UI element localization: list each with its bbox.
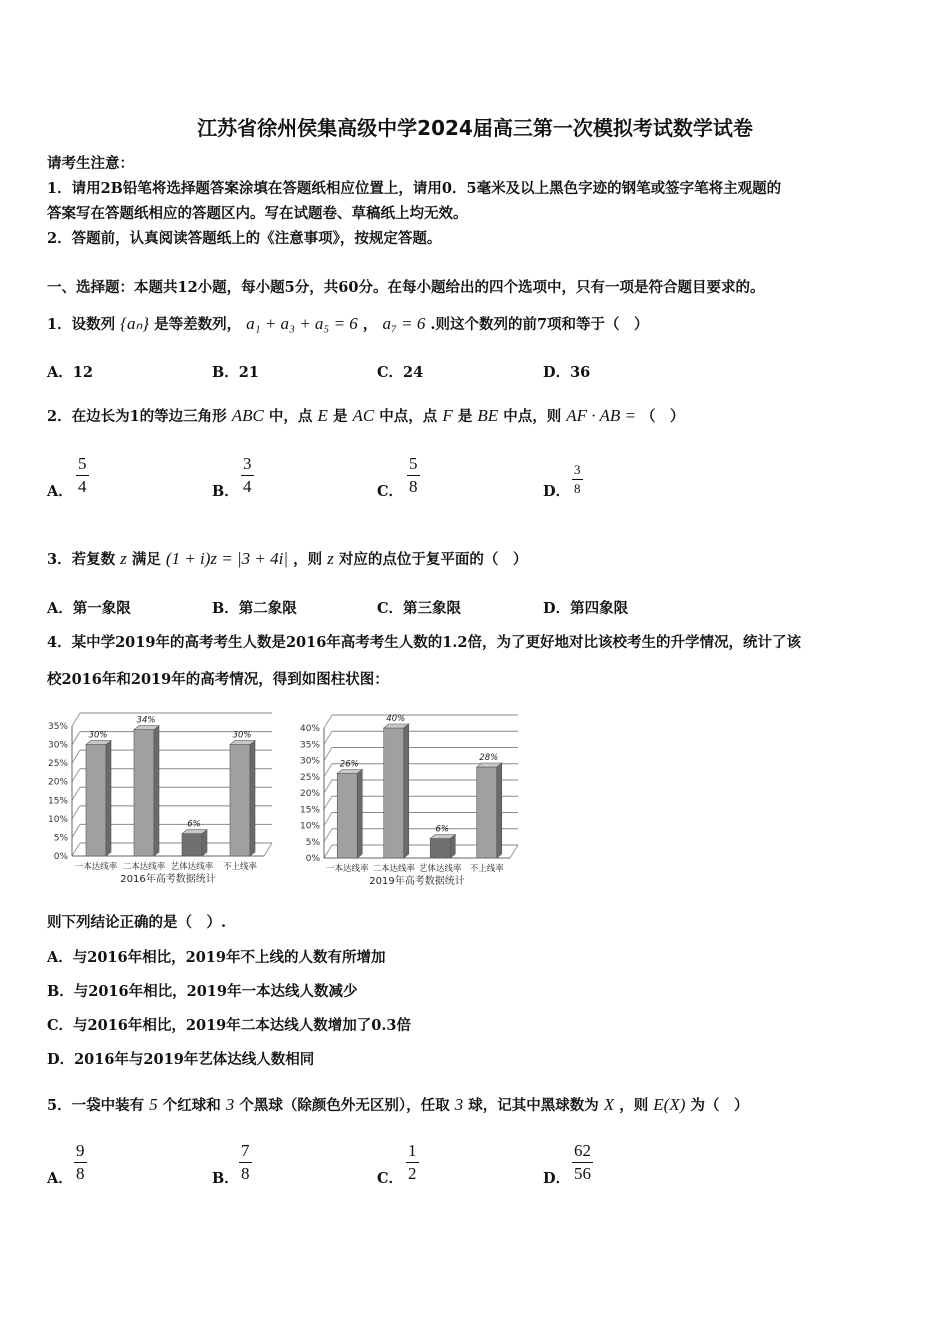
q2-option-d-fraction[interactable]	[572, 462, 583, 497]
y-tick-label: 10%	[299, 821, 320, 832]
bar	[430, 839, 450, 859]
q5-math-red-count: 5	[149, 1095, 158, 1114]
x-tick-label: 艺体达线率	[418, 864, 462, 874]
q1-math-sequence: {aₙ}	[120, 314, 150, 333]
q2-text: 2．在边长为1的等边三角形	[47, 408, 227, 425]
denominator: 8	[76, 1164, 85, 1183]
notice-line-1a: 1．请用2B铅笔将选择题答案涂填在答题纸相应位置上，请用0．5毫米及以上黑色字迹的钢笔或签字笔将主观题的	[47, 180, 782, 197]
y-tick-label: 30%	[299, 756, 320, 767]
q5-math-x: X	[603, 1095, 615, 1114]
q3-math-z: z	[120, 549, 127, 568]
q2-math-be: BE	[477, 406, 499, 425]
denominator: 2	[408, 1164, 417, 1183]
q3-option-b[interactable]: B．第二象限	[212, 600, 297, 617]
y-tick-label: 40%	[299, 724, 320, 734]
q5-option-b-label[interactable]: B．	[212, 1170, 239, 1187]
grid-depth-line	[72, 732, 80, 745]
q2-option-a-fraction[interactable]	[76, 454, 89, 497]
q5-text: 个红球和	[162, 1097, 221, 1114]
numerator: 62	[574, 1141, 591, 1160]
q4-option-d[interactable]: D．2016年与2019年艺体达线人数相同	[47, 1051, 315, 1068]
q3-option-d[interactable]: D．第四象限	[543, 600, 629, 617]
page-title: 江苏省徐州侯集高级中学2024届高三第一次模拟考试数学试卷	[197, 116, 753, 140]
data-label: 30%	[88, 730, 108, 741]
q2-option-c-label[interactable]: C．	[377, 483, 404, 500]
y-tick-label: 20%	[47, 777, 68, 788]
q1-math-sum: a₁ + a₃ + a₅ = 6	[246, 314, 358, 333]
q4-option-c[interactable]: C．与2016年相比，2019年二本达线人数增加了0.3倍	[47, 1017, 411, 1034]
q5-text: 球，记其中黑球数为	[468, 1097, 599, 1114]
question-3	[47, 548, 527, 569]
q5-text: 个黑球（除颜色外无区别），任取	[239, 1097, 450, 1114]
q2-math-abc: ABC	[231, 406, 264, 425]
q5-option-d-fraction[interactable]	[572, 1141, 593, 1184]
notice-line-2: 2．答题前，认真阅读答题纸上的《注意事项》，按规定答题。	[47, 230, 442, 247]
chart-title: 2019年高考数据统计	[369, 876, 465, 887]
numerator: 5	[409, 454, 418, 473]
bar	[86, 745, 106, 856]
q2-math-f: F	[442, 406, 453, 425]
data-label: 28%	[479, 753, 499, 763]
y-tick-label: 5%	[53, 833, 68, 844]
grid-depth-line	[72, 750, 80, 763]
bar	[182, 834, 202, 856]
q3-text: ，则	[293, 551, 323, 568]
q5-math-expectation: E(X)	[653, 1095, 686, 1114]
y-tick-label: 0%	[53, 852, 68, 862]
x-tick-label: 二本达线率	[122, 862, 166, 872]
data-label: 40%	[386, 714, 406, 724]
y-tick-label: 10%	[47, 814, 68, 825]
q4-option-a[interactable]: A．与2016年相比，2019年不上线的人数有所增加	[47, 949, 386, 966]
grid-depth-line	[324, 796, 332, 809]
bar-side	[357, 770, 362, 859]
denominator: 8	[574, 481, 581, 496]
grid-depth-line	[72, 713, 80, 726]
q1-option-d[interactable]: D．36	[543, 364, 591, 381]
grid-depth-line	[72, 824, 80, 837]
x-tick-label: 一本达线率	[325, 864, 369, 874]
data-label: 30%	[232, 730, 252, 741]
q3-text: 3．若复数	[47, 551, 116, 568]
y-tick-label: 25%	[299, 772, 320, 783]
notice-line-1b: 答案写在答题纸相应的答题区内。写在试题卷、草稿纸上均无效。	[47, 205, 468, 222]
numerator: 3	[574, 462, 581, 477]
data-label: 26%	[339, 759, 359, 770]
q1-math-a7: a₇ = 6	[382, 314, 426, 333]
q5-text: 5．一袋中装有	[47, 1097, 145, 1114]
q2-option-b-fraction[interactable]	[241, 454, 254, 497]
q2-text: 中点，点	[379, 408, 438, 425]
bar-side	[250, 741, 255, 856]
y-tick-label: 35%	[47, 722, 68, 732]
q5-option-d-label[interactable]: D．	[543, 1170, 571, 1187]
q5-option-b-fraction[interactable]	[239, 1141, 252, 1184]
y-tick-label: 30%	[47, 740, 68, 751]
q2-text: 中，点	[268, 408, 313, 425]
q5-text: ，则	[619, 1097, 649, 1114]
q1-text: .则这个数列的前7项和等于（ ）	[430, 316, 649, 333]
numerator: 9	[76, 1141, 85, 1160]
y-tick-label: 5%	[305, 837, 320, 848]
question-1	[47, 313, 649, 334]
q1-text: 是等差数列，	[154, 316, 242, 333]
bar	[230, 745, 250, 856]
question-2	[47, 405, 685, 426]
y-tick-label: 35%	[299, 740, 320, 751]
q2-math-e: E	[317, 406, 328, 425]
denominator: 56	[574, 1164, 591, 1183]
q2-text: 是	[457, 408, 473, 425]
grid-depth-line	[324, 764, 332, 777]
bar	[337, 774, 357, 859]
q2-option-c-fraction[interactable]	[407, 454, 420, 497]
grid-depth-line	[72, 806, 80, 819]
q2-math-dot-product: AF · AB =	[566, 406, 636, 425]
bar	[384, 728, 404, 858]
q3-math-equation: (1 + i)z = |3 + 4i|	[165, 549, 289, 568]
y-tick-label: 25%	[47, 759, 68, 770]
q1-option-c[interactable]: C．24	[377, 364, 424, 381]
q3-option-a[interactable]: A．第一象限	[47, 600, 131, 617]
y-tick-label: 15%	[47, 796, 68, 807]
denominator: 8	[409, 477, 418, 496]
q2-text: 中点，则	[503, 408, 562, 425]
grid-depth-line	[324, 731, 332, 744]
denominator: 4	[243, 477, 252, 496]
grid-depth-line	[324, 813, 332, 826]
q3-text: 对应的点位于复平面的（ ）	[338, 551, 528, 568]
q1-text: ，	[362, 316, 378, 333]
denominator: 4	[78, 477, 87, 496]
y-tick-label: 20%	[299, 789, 320, 799]
bar-side	[154, 726, 159, 856]
q5-text: 为（ ）	[690, 1097, 749, 1114]
grid-depth-line	[324, 845, 332, 858]
grid-depth-line	[72, 843, 80, 856]
bar-side	[404, 724, 409, 858]
grid-depth-line	[324, 780, 332, 793]
chart-2019	[296, 700, 526, 892]
bar	[477, 767, 497, 858]
numerator: 3	[243, 454, 252, 473]
q5-math-draw-count: 3	[454, 1095, 464, 1114]
chart-2016	[40, 696, 280, 892]
q3-option-c[interactable]: C．第三象限	[377, 600, 462, 617]
q3-text: 满足	[131, 551, 161, 568]
q5-option-a-fraction[interactable]	[74, 1141, 87, 1184]
section-heading: 一、选择题：本题共12小题，每小题5分，共60分。在每小题给出的四个选项中，只有一项是符合题目要求的。	[47, 279, 765, 296]
numerator: 7	[241, 1141, 250, 1160]
q2-math-ac: AC	[352, 406, 375, 425]
q2-option-a-label[interactable]: A．	[47, 483, 73, 500]
y-tick-label: 0%	[305, 854, 320, 864]
q3-math-z: z	[327, 549, 334, 568]
q1-option-a[interactable]: A．12	[47, 364, 93, 381]
numerator: 5	[78, 454, 87, 473]
notice-heading: 请考生注意：	[47, 155, 134, 172]
x-tick-label: 艺体达线率	[170, 862, 214, 872]
x-tick-label: 二本达线率	[372, 864, 416, 874]
bar-side	[202, 830, 207, 856]
q5-option-a-label[interactable]: A．	[47, 1170, 73, 1187]
denominator: 8	[241, 1164, 250, 1183]
grid-depth-line	[324, 829, 332, 842]
data-label: 6%	[187, 819, 201, 830]
bar-side	[106, 741, 111, 856]
grid-depth-line	[324, 715, 332, 728]
q4-question: 则下列结论正确的是（ ）.	[47, 914, 227, 931]
x-tick-label: 不上线率	[469, 864, 504, 874]
chart-title: 2016年高考数据统计	[120, 874, 216, 885]
bar	[134, 730, 154, 856]
data-label: 6%	[435, 824, 449, 835]
q5-option-c-label[interactable]: C．	[377, 1170, 404, 1187]
q2-option-d-label[interactable]: D．	[543, 483, 571, 500]
y-tick-label: 15%	[299, 805, 320, 816]
grid-depth-line	[72, 787, 80, 800]
question-5	[47, 1094, 748, 1115]
q4-option-b[interactable]: B．与2016年相比，2019年一本达线人数减少	[47, 983, 358, 1000]
q4-line-2: 校2016年和2019年的高考情况，得到如图柱状图：	[47, 671, 389, 688]
q1-text: 1．设数列	[47, 316, 116, 333]
data-label: 34%	[136, 715, 156, 726]
numerator: 1	[408, 1141, 417, 1160]
q2-text: 是	[332, 408, 348, 425]
q1-option-b[interactable]: B．21	[212, 364, 259, 381]
x-tick-label: 一本达线率	[74, 862, 118, 872]
grid-depth-line	[72, 769, 80, 782]
q2-option-b-label[interactable]: B．	[212, 483, 239, 500]
q2-text: （ ）	[641, 408, 685, 425]
x-tick-label: 不上线率	[222, 862, 258, 872]
q4-line-1: 4．某中学2019年的高考考生人数是2016年高考考生人数的1.2倍，为了更好地对比该校考生的升学情况，统计了该	[47, 634, 802, 651]
grid-depth-line	[324, 748, 332, 761]
q5-option-c-fraction[interactable]	[406, 1141, 419, 1184]
q5-math-black-count: 3	[225, 1095, 235, 1114]
bar-side	[497, 763, 502, 858]
